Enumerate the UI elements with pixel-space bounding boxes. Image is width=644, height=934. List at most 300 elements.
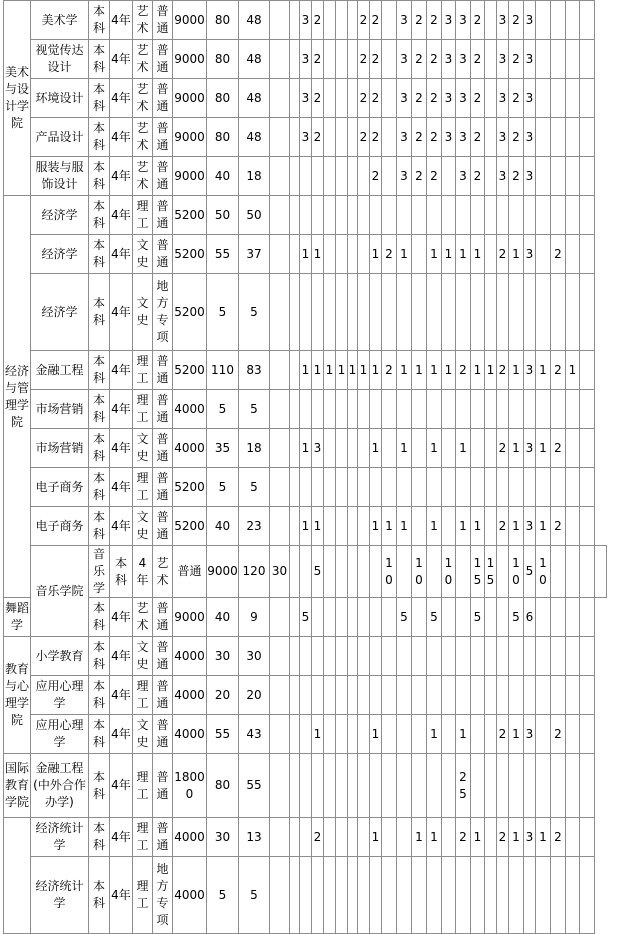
plan-total-cell: 80 [207,79,239,118]
plan-type-cell: 普通 [173,546,207,598]
province-quota-cell: 2 [551,818,566,857]
province-quota-cell [290,818,300,857]
province-quota-cell: 1 [397,235,412,274]
province-quota-cell [427,637,442,676]
subject-type-cell: 艺术 [133,40,153,79]
province-quota-cell: 1 [471,351,485,390]
province-quota-cell: 1 [300,507,312,546]
province-quota-cell: 2 [427,40,442,79]
province-quota-cell [370,598,382,637]
subject-type-cell: 理工 [133,857,153,934]
province-quota-cell [312,468,324,507]
province-quota-cell [358,468,370,507]
province-quota-cell [566,507,580,546]
province-quota-cell [497,676,509,715]
province-quota-cell: 1 [370,429,382,468]
plan-type-cell: 普通 [153,598,173,637]
province-quota-cell [370,390,382,429]
province-quota-cell [382,79,397,118]
province-quota-cell [580,196,595,235]
province-quota-cell [566,546,580,598]
tuition-cell: 4000 [173,857,207,934]
province-quota-cell [336,676,348,715]
province-quota-cell [412,274,427,351]
province-quota-cell [551,196,566,235]
tuition-cell: 9000 [173,1,207,40]
province-quota-cell [348,754,358,818]
province-quota-cell: 10 [382,546,397,598]
province-quota-cell: 1 [427,351,442,390]
province-quota-cell: 10 [536,546,551,598]
province-quota-cell [336,429,348,468]
province-quota-cell: 1 [566,351,580,390]
province-quota-cell [397,715,412,754]
province-quota-cell [509,676,524,715]
major-cell: 电子商务 [31,468,89,507]
province-quota-cell: 15 [471,546,485,598]
enroll-count-cell: 5 [239,274,270,351]
province-quota-cell [300,468,312,507]
years-cell: 4年 [110,1,133,40]
plan-total-cell: 50 [207,196,239,235]
province-quota-cell: 3 [456,40,471,79]
subject-type-cell: 艺术 [133,79,153,118]
province-quota-cell [551,390,566,429]
province-quota-cell [412,429,427,468]
years-cell: 4年 [110,676,133,715]
province-quota-cell: 2 [412,79,427,118]
level-cell: 本科 [89,468,110,507]
province-quota-cell [412,676,427,715]
province-quota-cell [300,157,312,196]
table-row [4,118,607,157]
province-quota-cell [427,857,442,934]
province-quota-cell [456,637,471,676]
province-quota-cell [524,274,536,351]
province-quota-cell [580,1,595,40]
province-quota-cell [348,507,358,546]
province-quota-cell [348,429,358,468]
province-quota-cell: 3 [312,429,324,468]
province-quota-cell: 1 [509,235,524,274]
province-quota-cell [290,546,300,598]
province-quota-cell: 2 [427,1,442,40]
plan-total-cell: 80 [207,1,239,40]
province-quota-cell: 2 [370,79,382,118]
years-cell: 4年 [110,468,133,507]
province-quota-cell: 3 [497,1,509,40]
province-quota-cell: 3 [300,40,312,79]
years-cell: 4年 [110,118,133,157]
province-quota-cell [324,429,336,468]
province-quota-cell [471,429,485,468]
province-quota-cell [471,196,485,235]
province-quota-cell [397,546,412,598]
province-quota-cell: 5 [300,598,312,637]
table-row [4,754,607,818]
major-cell: 经济学 [31,274,89,351]
province-quota-cell [580,754,595,818]
province-quota-cell: 1 [370,235,382,274]
province-quota-cell: 1 [370,715,382,754]
subject-type-cell: 文史 [133,637,153,676]
province-quota-cell: 10 [412,546,427,598]
tuition-cell: 4000 [173,676,207,715]
table-row [4,274,607,351]
subject-type-cell: 理工 [133,754,153,818]
province-quota-cell: 5 [427,598,442,637]
province-quota-cell [566,79,580,118]
province-quota-cell [397,754,412,818]
table-row [4,235,607,274]
province-quota-cell [336,196,348,235]
province-quota-cell [324,390,336,429]
province-quota-cell [456,676,471,715]
province-quota-cell: 1 [456,235,471,274]
subject-type-cell: 艺术 [153,546,173,598]
table-row [4,857,607,934]
plan-total-cell: 40 [207,157,239,196]
plan-total-cell: 5 [207,390,239,429]
province-quota-cell [580,507,595,546]
province-quota-cell [524,676,536,715]
province-quota-cell [382,676,397,715]
level-cell: 本科 [89,196,110,235]
province-quota-cell [300,637,312,676]
plan-type-cell: 普通 [153,40,173,79]
province-quota-cell [509,390,524,429]
province-quota-cell: 2 [427,157,442,196]
subject-type-cell: 理工 [133,468,153,507]
province-quota-cell [442,390,456,429]
province-quota-cell [348,40,358,79]
plan-total-cell: 30 [207,818,239,857]
table-row [4,637,607,676]
province-quota-cell [324,715,336,754]
level-cell: 本科 [89,754,110,818]
plan-total-cell: 110 [207,351,239,390]
table-row [4,429,607,468]
province-quota-cell: 2 [551,715,566,754]
province-quota-cell [485,1,497,40]
province-quota-cell [336,754,348,818]
level-cell: 本科 [89,40,110,79]
province-quota-cell [427,390,442,429]
province-quota-cell [336,598,348,637]
province-quota-cell: 2 [509,40,524,79]
province-quota-cell [536,857,551,934]
province-quota-cell [358,235,370,274]
plan-type-cell: 地方专项 [153,857,173,934]
province-quota-cell [382,274,397,351]
major-cell: 小学教育 [31,637,89,676]
enroll-count-cell: 5 [239,468,270,507]
province-quota-cell: 3 [524,507,536,546]
province-quota-cell [536,468,551,507]
province-quota-cell [348,235,358,274]
province-quota-cell [370,274,382,351]
province-quota-cell [536,754,551,818]
province-quota-cell [580,157,595,196]
province-quota-cell: 1 [485,351,497,390]
plan-total-cell: 40 [207,507,239,546]
province-quota-cell: 2 [312,79,324,118]
tuition-cell: 9000 [207,546,239,598]
province-quota-cell [485,507,497,546]
province-quota-cell [324,754,336,818]
province-quota-cell [456,196,471,235]
province-quota-cell [456,274,471,351]
years-cell: 4年 [110,196,133,235]
tuition-cell: 5200 [173,196,207,235]
province-quota-cell: 3 [524,351,536,390]
province-quota-cell: 3 [442,79,456,118]
province-quota-cell [536,598,551,637]
province-quota-cell: 2 [509,118,524,157]
province-quota-cell: 2 [427,79,442,118]
province-quota-cell [551,79,566,118]
province-quota-cell: 1 [300,235,312,274]
major-cell: 音乐学 [89,546,110,598]
province-quota-cell [536,79,551,118]
province-quota-cell [427,196,442,235]
province-quota-cell: 1 [536,351,551,390]
subject-type-cell: 文史 [133,235,153,274]
plan-total-cell: 40 [207,598,239,637]
province-quota-cell: 2 [497,235,509,274]
tuition-cell: 4000 [173,637,207,676]
province-quota-cell [485,274,497,351]
province-quota-cell: 2 [456,351,471,390]
enroll-count-cell: 5 [239,390,270,429]
province-quota-cell [412,598,427,637]
province-quota-cell [566,818,580,857]
province-quota-cell [497,598,509,637]
province-quota-cell [348,715,358,754]
province-quota-cell [580,390,595,429]
province-quota-cell [551,637,566,676]
province-quota-cell: 2 [370,40,382,79]
province-quota-cell [566,118,580,157]
province-quota-cell [324,157,336,196]
province-quota-cell [348,1,358,40]
province-quota-cell [397,857,412,934]
province-quota-cell: 1 [300,429,312,468]
province-quota-cell: 3 [442,40,456,79]
province-quota-cell: 5 [312,546,324,598]
province-quota-cell [270,676,290,715]
province-quota-cell [471,468,485,507]
province-quota-cell [348,468,358,507]
major-cell: 经济统计学 [31,818,89,857]
table-row [4,676,607,715]
enroll-count-cell: 18 [239,157,270,196]
province-quota-cell [290,857,300,934]
province-quota-cell [497,274,509,351]
province-quota-cell [382,157,397,196]
province-quota-cell [471,676,485,715]
province-quota-cell: 2 [312,118,324,157]
province-quota-cell [397,274,412,351]
province-quota-cell [324,196,336,235]
province-quota-cell [270,468,290,507]
level-cell: 本科 [89,1,110,40]
province-quota-cell [397,196,412,235]
college-cell: 国际教育学院 [4,754,31,818]
major-cell: 金融工程 [31,351,89,390]
college-cell [4,818,31,934]
province-quota-cell: 3 [497,79,509,118]
province-quota-cell: 3 [456,118,471,157]
province-quota-cell [382,637,397,676]
subject-type-cell: 艺术 [133,118,153,157]
province-quota-cell [324,637,336,676]
province-quota-cell: 2 [471,118,485,157]
province-quota-cell [290,390,300,429]
years-cell: 4年 [110,598,133,637]
province-quota-cell [427,274,442,351]
major-cell: 服装与服饰设计 [31,157,89,196]
province-quota-cell: 2 [509,1,524,40]
province-quota-cell: 3 [524,157,536,196]
plan-type-cell: 普通 [153,79,173,118]
tuition-cell: 9000 [173,79,207,118]
subject-type-cell: 艺术 [133,157,153,196]
province-quota-cell: 2 [370,157,382,196]
province-quota-cell: 2 [358,40,370,79]
major-cell: 经济学 [31,196,89,235]
province-quota-cell: 1 [427,235,442,274]
province-quota-cell: 1 [536,429,551,468]
table-row [4,79,607,118]
province-quota-cell [566,598,580,637]
major-cell: 电子商务 [31,507,89,546]
plan-type-cell: 普通 [153,715,173,754]
province-quota-cell: 1 [370,507,382,546]
subject-type-cell: 文史 [133,429,153,468]
province-quota-cell [348,818,358,857]
plan-type-cell: 普通 [153,390,173,429]
years-cell: 4年 [110,637,133,676]
table-row [4,715,607,754]
level-cell: 本科 [89,857,110,934]
province-quota-cell [397,468,412,507]
major-cell: 金融工程(中外合作办学) [31,754,89,818]
province-quota-cell [397,390,412,429]
province-quota-cell [382,754,397,818]
major-cell: 经济学 [31,235,89,274]
plan-type-cell: 普通 [153,754,173,818]
province-quota-cell [382,857,397,934]
province-quota-cell [382,715,397,754]
tuition-cell: 4000 [173,390,207,429]
province-quota-cell: 2 [551,507,566,546]
province-quota-cell: 1 [427,818,442,857]
province-quota-cell [485,79,497,118]
plan-type-cell: 普通 [153,818,173,857]
years-cell: 4年 [110,79,133,118]
province-quota-cell [580,274,595,351]
province-quota-cell: 2 [497,429,509,468]
province-quota-cell: 3 [524,429,536,468]
province-quota-cell [336,857,348,934]
province-quota-cell [270,351,290,390]
province-quota-cell [524,754,536,818]
subject-type-cell: 理工 [133,676,153,715]
college-cell: 教育与心理学院 [4,637,31,754]
years-cell: 4年 [110,235,133,274]
province-quota-cell: 3 [397,1,412,40]
province-quota-cell [336,235,348,274]
province-quota-cell [270,235,290,274]
province-quota-cell [485,235,497,274]
province-quota-cell [509,857,524,934]
province-quota-cell: 2 [509,157,524,196]
province-quota-cell [471,754,485,818]
enroll-count-cell: 48 [239,1,270,40]
province-quota-cell [566,390,580,429]
province-quota-cell [312,157,324,196]
province-quota-cell [412,507,427,546]
province-quota-cell: 1 [509,818,524,857]
province-quota-cell [382,429,397,468]
province-quota-cell [270,40,290,79]
tuition-cell: 5200 [173,507,207,546]
province-quota-cell [270,157,290,196]
province-quota-cell [300,715,312,754]
province-quota-cell: 3 [456,1,471,40]
province-quota-cell: 3 [300,1,312,40]
level-cell: 本科 [89,274,110,351]
province-quota-cell [442,507,456,546]
province-quota-cell: 1 [312,507,324,546]
subject-type-cell: 理工 [133,818,153,857]
province-quota-cell [290,157,300,196]
province-quota-cell [397,676,412,715]
province-quota-cell [442,857,456,934]
years-cell: 4年 [133,546,153,598]
province-quota-cell [485,857,497,934]
plan-total-cell: 30 [207,637,239,676]
subject-type-cell: 理工 [133,196,153,235]
province-quota-cell: 1 [509,715,524,754]
province-quota-cell: 2 [471,1,485,40]
tuition-cell: 4000 [173,715,207,754]
province-quota-cell: 3 [497,157,509,196]
province-quota-cell [382,598,397,637]
tuition-cell: 9000 [173,598,207,637]
province-quota-cell: 2 [551,351,566,390]
years-cell: 4年 [110,390,133,429]
plan-total-cell: 35 [207,429,239,468]
province-quota-cell [566,857,580,934]
province-quota-cell: 1 [509,351,524,390]
province-quota-cell [324,598,336,637]
level-cell: 本科 [89,235,110,274]
province-quota-cell: 1 [427,715,442,754]
province-quota-cell [580,546,595,598]
years-cell: 4年 [110,754,133,818]
level-cell: 本科 [89,818,110,857]
province-quota-cell [270,857,290,934]
province-quota-cell [348,546,358,598]
province-quota-cell: 2 [497,818,509,857]
province-quota-cell [336,818,348,857]
province-quota-cell: 3 [524,235,536,274]
province-quota-cell: 3 [397,79,412,118]
province-quota-cell [312,598,324,637]
province-quota-cell: 25 [456,754,471,818]
